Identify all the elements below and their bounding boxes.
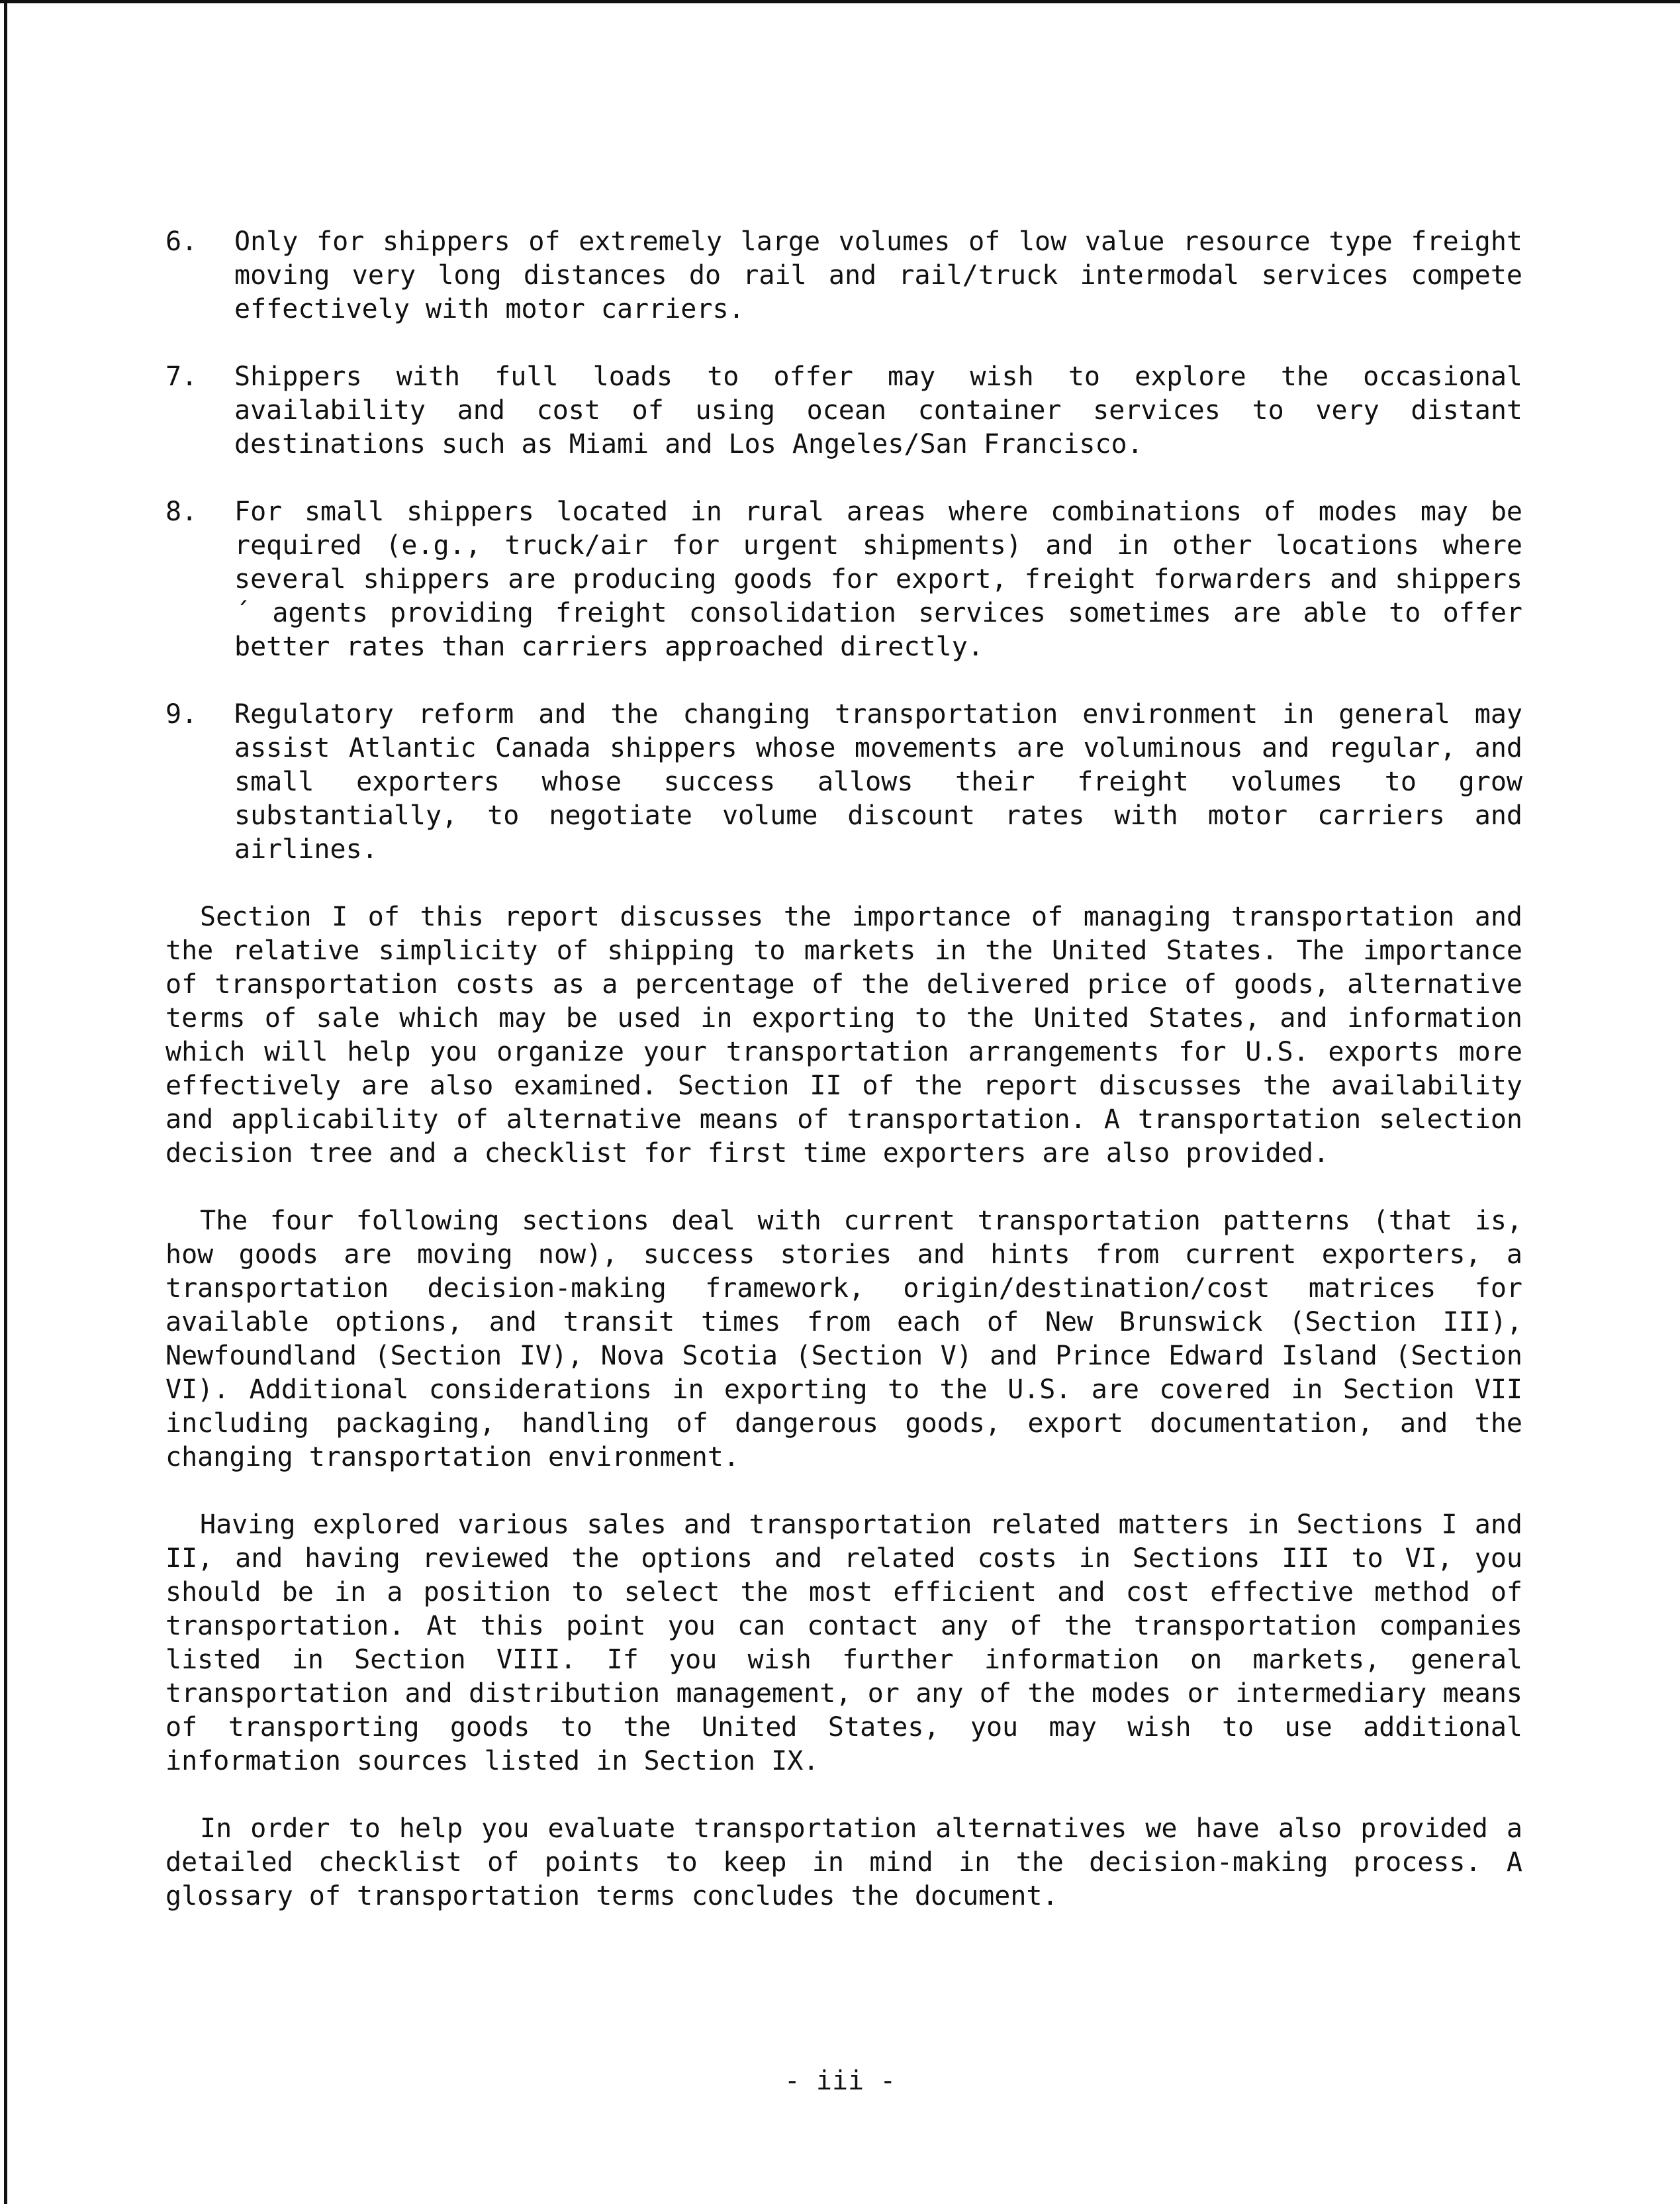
paragraph-checklist-glossary: In order to help you evaluate transportation alternatives we have also provided a detailed checklist of points to keep in mind in the decision-making process. A glossary of transportation terms concludes the document.	[165, 1813, 1522, 1911]
document-page	[165, 225, 1522, 1947]
list-item	[165, 225, 1522, 326]
list-item	[165, 360, 1522, 461]
page-number: - iii -	[784, 2066, 896, 2096]
paragraph-following-sections: The four following sections deal with current transportation patterns (that is, how goods are moving now), success stories and hints from current exporters, a transportation decision-making framework, origin/destination/cost matrices for available options, and transit times from each of New Brunswick (Section III), Newfoundland (Section IV), Nova Scotia (Section V) and Prince Edward Island (Section VI). Additional considerations in exporting to the U.S. are covered in Section VII including packaging, handling of dangerous goods, export documentation, and the changing transportation environment.	[165, 1206, 1522, 1472]
item-text: For small shippers located in rural areas where combinations of modes may be required (e.g., truck/air for urgent shipments) and in other locations where several shippers are producing goods for export, freight forwarders and shippers´ agents providing freight consolidation services sometimes are able to offer better rates than carriers approached directly.	[234, 497, 1522, 662]
list-item	[165, 698, 1522, 867]
paragraph-next-steps: Having explored various sales and transportation related matters in Sections I and II, and having reviewed the options and related costs in Sections III to VI, you should be in a position to select the most efficient and cost effective method of transportation. At this point you can contact any of the transportation companies listed in Section VIII. If you wish further information on markets, general transportation and distribution management, or any of the modes or intermediary means of transporting goods to the United States, you may wish to use additional information sources listed in Section IX.	[165, 1509, 1522, 1776]
left-edge-rule	[4, 0, 7, 2204]
list-item	[165, 495, 1522, 664]
top-edge-rule	[0, 0, 1680, 3]
item-number: 8.	[165, 497, 198, 527]
item-number: 9.	[165, 699, 198, 730]
paragraph-section-overview: Section I of this report discusses the importance of managing transportation and the relative simplicity of shipping to markets in the United States. The importance of transportation costs as a percentage of the delivered price of goods, alternative terms of sale which may be used in exporting to the United States, and information which will help you organize your transportation arrangements for U.S. exports more effectively are also examined. Section II of the report discusses the availability and applicability of alternative means of transportation. A transportation selection decision tree and a checklist for first time exporters are also provided.	[165, 902, 1522, 1169]
numbered-points-list	[165, 225, 1522, 867]
item-number: 6.	[165, 226, 198, 257]
item-text: Regulatory reform and the changing transportation environment in general may assist Atlantic Canada shippers whose movements are voluminous and regular, and small exporters whose success allows their freight volumes to grow substantially, to negotiate volume discount rates with motor carriers and airlines.	[234, 699, 1522, 865]
item-text: Only for shippers of extremely large volumes of low value resource type freight moving very long distances do rail and rail/truck intermodal services compete effectively with motor carriers.	[234, 226, 1522, 324]
item-number: 7.	[165, 361, 198, 392]
item-text: Shippers with full loads to offer may wish to explore the occasional availability and cost of using ocean container services to very distant destinations such as Miami and Los Angeles/San Francisco.	[234, 361, 1522, 459]
